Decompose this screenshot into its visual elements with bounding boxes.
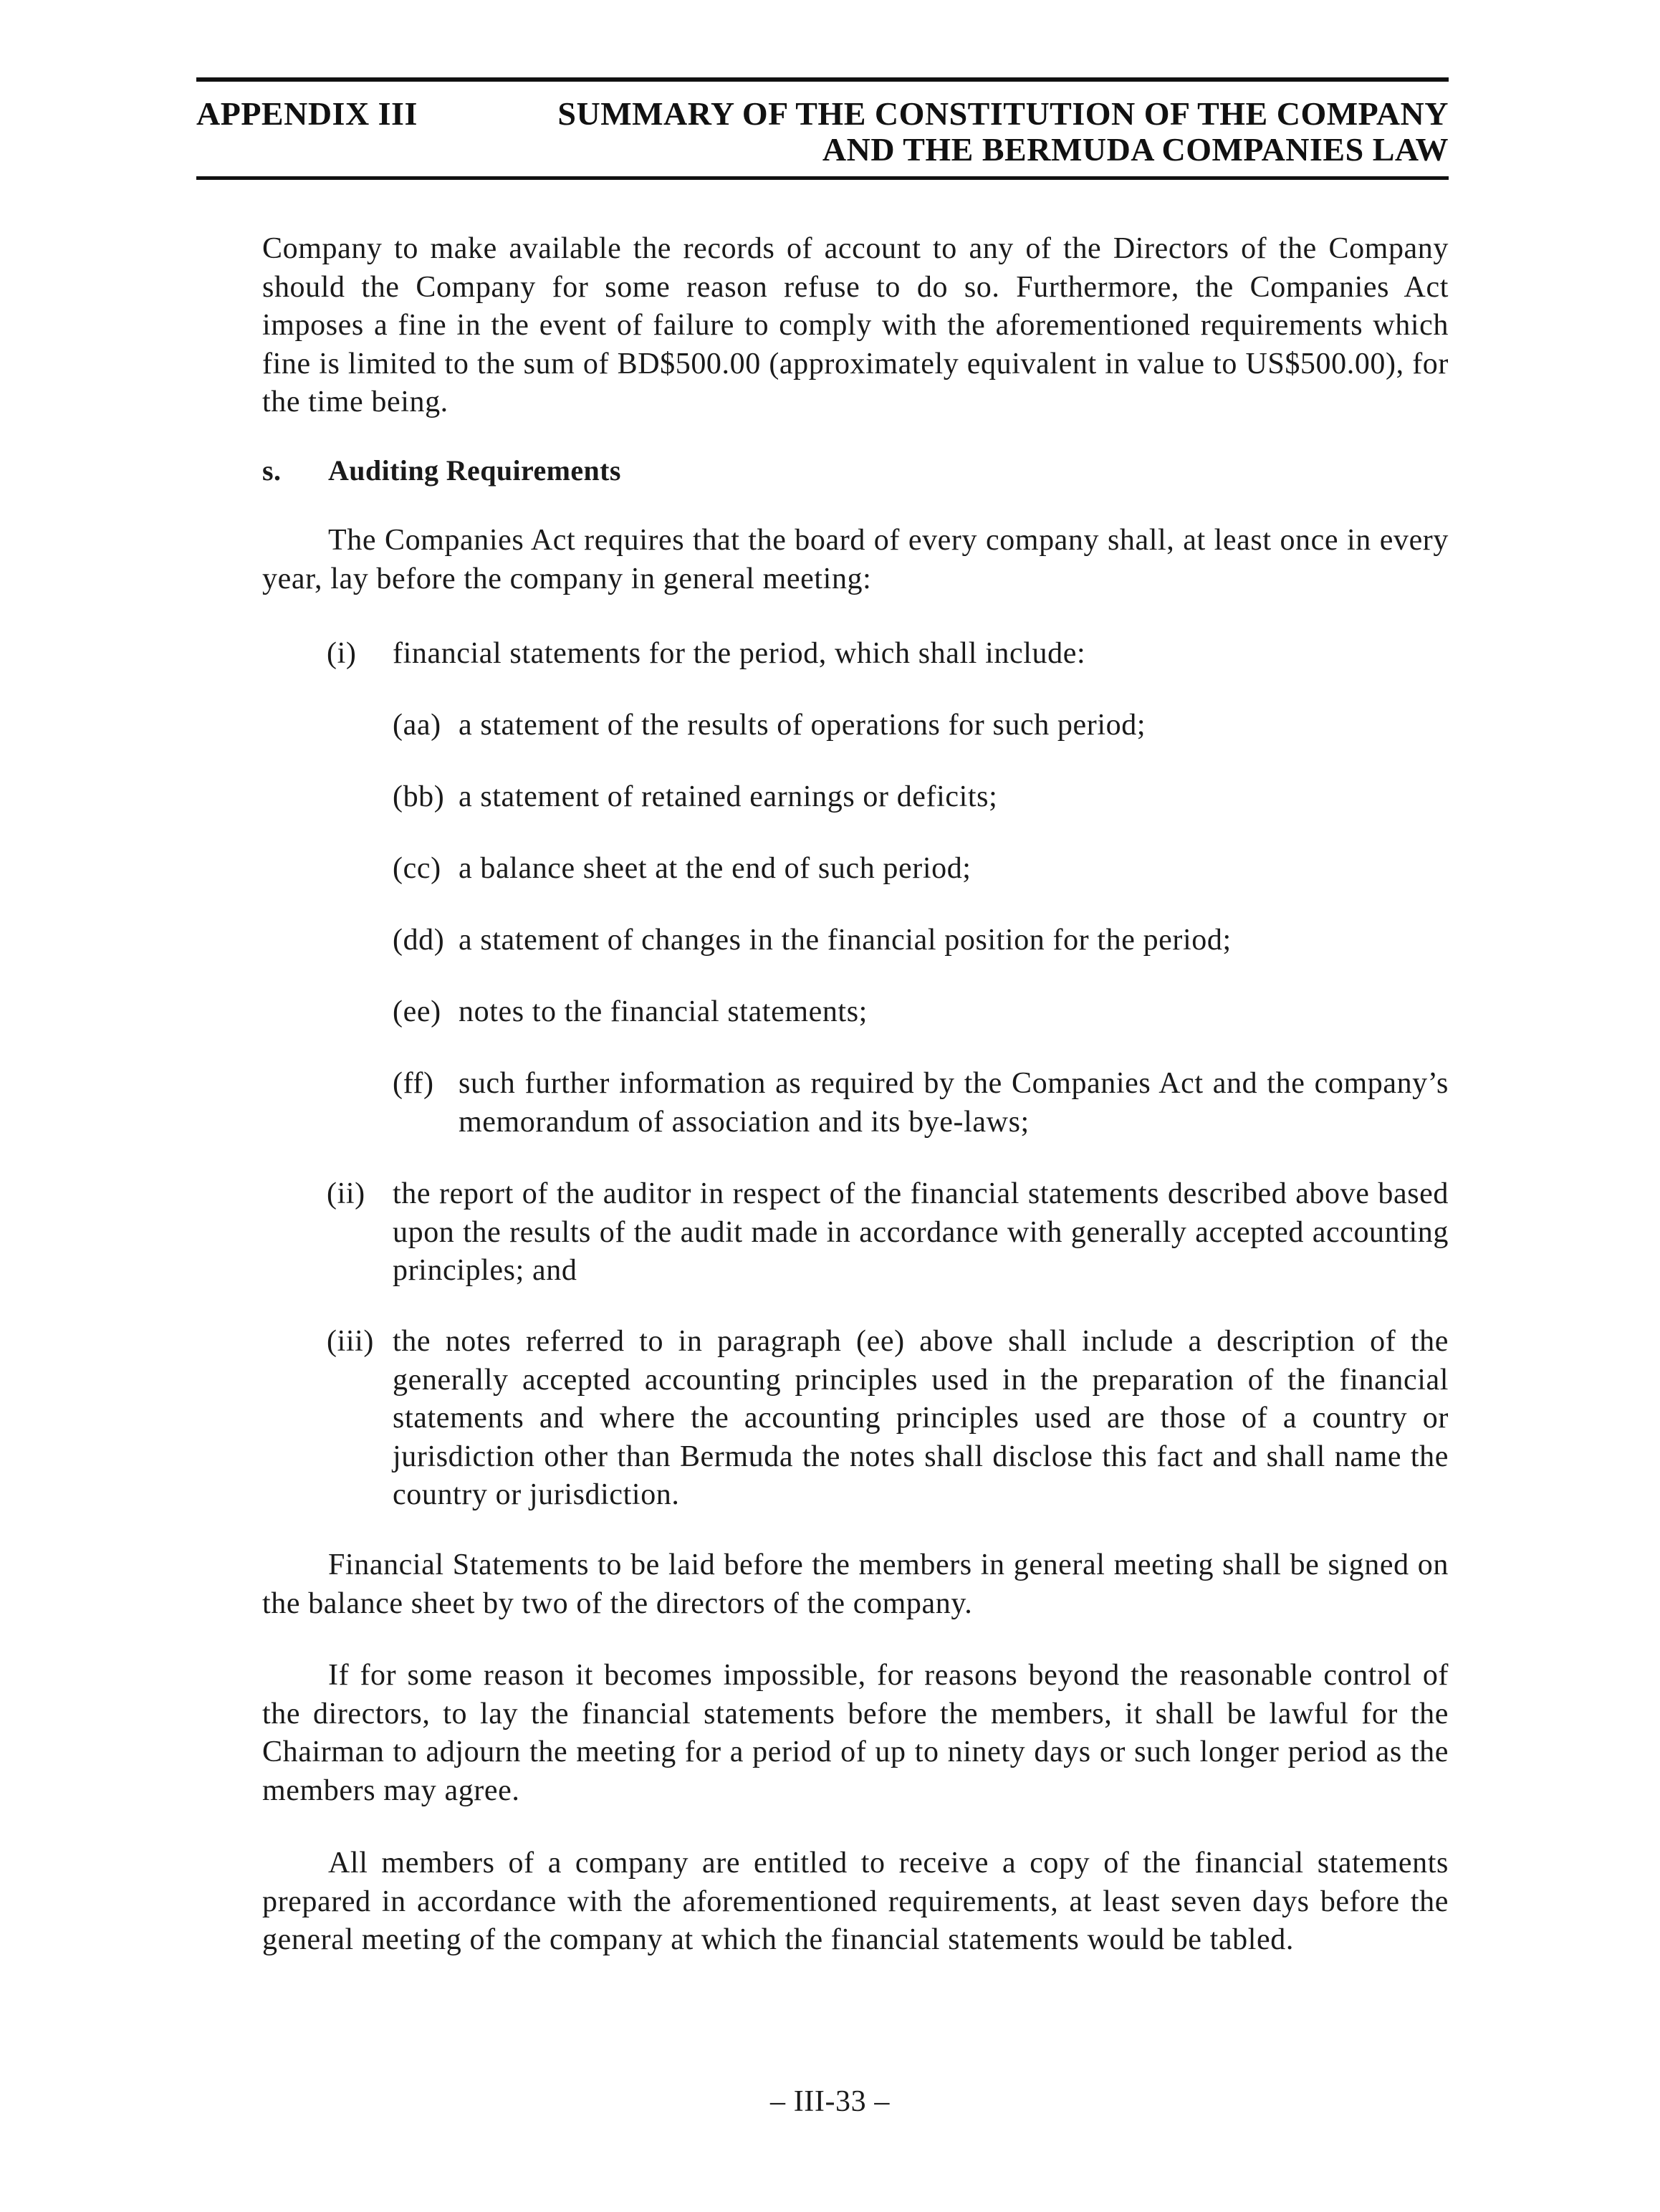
sub-item-text: notes to the financial statements; bbox=[459, 995, 868, 1028]
list-item-i bbox=[327, 635, 1449, 674]
list-item-iii bbox=[327, 1323, 1449, 1515]
header-top-rule bbox=[196, 77, 1449, 82]
sub-item-text: a statement of retained earnings or deficits; bbox=[459, 780, 998, 813]
appendix-label: APPENDIX III bbox=[196, 95, 418, 132]
sub-item-label: (ff) bbox=[393, 1067, 434, 1100]
section-title: Auditing Requirements bbox=[328, 454, 621, 487]
sub-item-text: a statement of the results of operations for such period; bbox=[459, 709, 1146, 742]
page-number: – III-33 – bbox=[770, 2085, 890, 2118]
list-item-ii bbox=[327, 1175, 1449, 1291]
lead-paragraph: The Companies Act requires that the board of every company shall, at least once in every year, lay before the company in general meeting: bbox=[262, 524, 1449, 595]
sub-item-dd bbox=[393, 921, 1449, 960]
list-item-label: (ii) bbox=[327, 1177, 365, 1210]
header-title-line-1: SUMMARY OF THE CONSTITUTION OF THE COMPANY bbox=[557, 95, 1449, 132]
paragraph-members-copy: All members of a company are entitled to receive a copy of the financial statements prepared in accordance with the aforementioned requirements, at least seven days before the general meeting of the company at which the financial statements would be tabled. bbox=[262, 1847, 1449, 1956]
header-title-line-2: AND THE BERMUDA COMPANIES LAW bbox=[822, 131, 1449, 168]
sub-item-text: such further information as required by the Companies Act and the company’s memorandum of association and its bye-laws; bbox=[459, 1067, 1449, 1139]
sub-item-ee bbox=[393, 993, 1449, 1032]
sub-item-text: a statement of changes in the financial position for the period; bbox=[459, 924, 1232, 957]
list-item-text: the report of the auditor in respect of the financial statements described above based upon the results of the audit made in accordance with generally accepted accounting principles; and bbox=[393, 1177, 1449, 1287]
sub-item-label: (aa) bbox=[393, 709, 441, 742]
intro-paragraph: Company to make available the records of account to any of the Directors of the Company should the Company for some reason refuse to do so. Furthermore, the Companies Act imposes a fine in the event of failure to comply with the aforementioned requirements which fine is limited to the sum of BD$500.00 (approximately equivalent in value to US$500.00), for the time being. bbox=[262, 232, 1449, 418]
list-item-label: (iii) bbox=[327, 1325, 374, 1358]
header-bottom-rule bbox=[196, 176, 1449, 180]
sub-item-text: a balance sheet at the end of such period; bbox=[459, 852, 971, 885]
sub-item-label: (dd) bbox=[393, 924, 445, 957]
list-item-text: the notes referred to in paragraph (ee) above shall include a description of the generally accepted accounting principles used in the preparation of the financial statements and where the accounting principles used are those of a country or jurisdiction other than Bermuda the notes shall disclose this fact and shall name the country or jurisdiction. bbox=[393, 1325, 1449, 1511]
sub-item-aa bbox=[393, 707, 1449, 745]
sub-item-ff bbox=[393, 1065, 1449, 1141]
list-item-text: financial statements for the period, which shall include: bbox=[393, 637, 1086, 670]
sub-item-label: (bb) bbox=[393, 780, 445, 813]
sub-item-label: (ee) bbox=[393, 995, 441, 1028]
section-heading bbox=[262, 453, 621, 489]
list-item-label: (i) bbox=[327, 637, 357, 670]
sub-item-label: (cc) bbox=[393, 852, 441, 885]
paragraph-signing: Financial Statements to be laid before the members in general meeting shall be signed on the balance sheet by two of the directors of the company. bbox=[262, 1548, 1449, 1620]
sub-item-bb bbox=[393, 778, 1449, 817]
section-letter: s. bbox=[262, 454, 282, 487]
sub-item-cc bbox=[393, 850, 1449, 889]
paragraph-adjournment: If for some reason it becomes impossible, for reasons beyond the reasonable control of the directors, to lay the financial statements before the members, it shall be lawful for the Chairman to adjourn the meeting for a period of up to ninety days or such longer period as the members may agree. bbox=[262, 1659, 1449, 1807]
